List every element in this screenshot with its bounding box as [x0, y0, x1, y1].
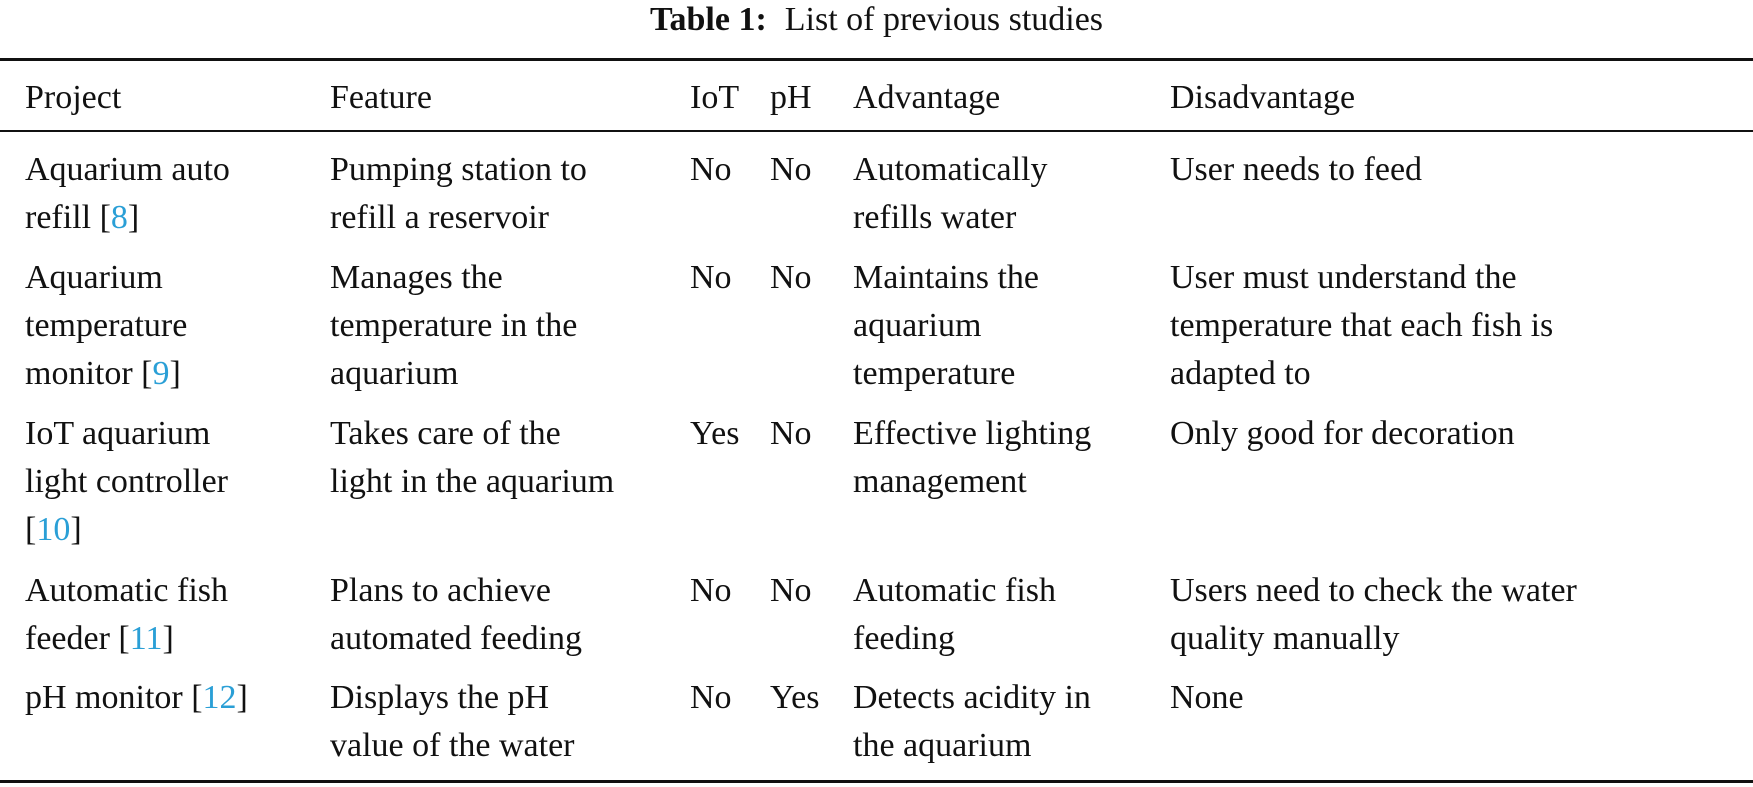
cell-project	[25, 146, 230, 242]
project-line-with-ref: pH monitor [12]	[25, 679, 248, 716]
cell-feature	[330, 674, 575, 770]
cell-feature	[330, 254, 577, 398]
disadvantage-line: Users need to check the water	[1170, 572, 1577, 609]
citation-link[interactable]: 10	[36, 511, 71, 548]
cell-advantage	[853, 410, 1091, 506]
header-ph: pH	[770, 79, 812, 116]
cell-ph: No	[770, 415, 812, 452]
disadvantage-line: None	[1170, 679, 1244, 716]
advantage-line: management	[853, 463, 1027, 500]
project-line-with-ref: [10]	[25, 511, 82, 548]
citation-link[interactable]: 8	[110, 199, 128, 236]
cell-iot: Yes	[690, 415, 740, 452]
cell-feature	[330, 146, 587, 242]
bottom-rule	[0, 780, 1753, 783]
cell-feature	[330, 410, 614, 506]
feature-line: value of the water	[330, 727, 575, 764]
project-line-text: refill	[25, 199, 100, 236]
cell-disadvantage	[1170, 674, 1244, 722]
feature-line: Takes care of the	[330, 415, 561, 452]
project-line: light controller	[25, 463, 229, 500]
project-line: temperature	[25, 307, 188, 344]
header-iot: IoT	[690, 79, 740, 116]
feature-line: Displays the pH	[330, 679, 550, 716]
header-advantage: Advantage	[853, 79, 1001, 116]
project-line-with-ref: feeder [11]	[25, 620, 174, 657]
cell-disadvantage	[1170, 254, 1553, 398]
advantage-line: Automatic fish	[853, 572, 1057, 609]
table-caption-label: Table 1:	[649, 1, 767, 38]
cell-project	[25, 674, 248, 722]
advantage-line: refills water	[853, 199, 1017, 236]
disadvantage-line: temperature that each fish is	[1170, 307, 1554, 344]
advantage-line: temperature	[853, 355, 1016, 392]
cell-iot: No	[690, 151, 732, 188]
advantage-line: aquarium	[853, 307, 982, 344]
cell-feature	[330, 567, 582, 663]
feature-line: automated feeding	[330, 620, 583, 657]
project-line: Aquarium	[25, 259, 163, 296]
header-disadvantage: Disadvantage	[1170, 79, 1356, 116]
feature-line: Pumping station to	[330, 151, 587, 188]
cell-iot: No	[690, 572, 732, 609]
advantage-line: feeding	[853, 620, 955, 657]
advantage-line: Detects acidity in	[853, 679, 1091, 716]
citation-link[interactable]: 9	[152, 355, 170, 392]
cell-iot: No	[690, 679, 732, 716]
table-caption-text: List of previous studies	[784, 1, 1104, 38]
cell-disadvantage	[1170, 410, 1515, 458]
cell-iot: No	[690, 259, 732, 296]
cell-project	[25, 410, 228, 554]
cell-disadvantage	[1170, 146, 1422, 194]
header-rule	[0, 130, 1753, 132]
feature-line: light in the aquarium	[330, 463, 615, 500]
cell-advantage	[853, 146, 1048, 242]
advantage-line: Effective lighting	[853, 415, 1092, 452]
cell-disadvantage	[1170, 567, 1577, 663]
feature-line: temperature in the	[330, 307, 578, 344]
table-caption	[0, 0, 1753, 44]
cell-advantage	[853, 674, 1091, 770]
project-line-text: monitor	[25, 355, 142, 392]
disadvantage-line: adapted to	[1170, 355, 1311, 392]
cell-ph: No	[770, 151, 812, 188]
project-line-with-ref: monitor [9]	[25, 355, 181, 392]
cell-advantage	[853, 254, 1039, 398]
disadvantage-line: quality manually	[1170, 620, 1400, 657]
project-line-text: pH monitor	[25, 679, 192, 716]
advantage-line: the aquarium	[853, 727, 1032, 764]
disadvantage-line: User must understand the	[1170, 259, 1517, 296]
cell-ph: No	[770, 259, 812, 296]
header-feature: Feature	[330, 79, 432, 116]
project-line-with-ref: refill [8]	[25, 199, 140, 236]
cell-advantage	[853, 567, 1056, 663]
cell-project	[25, 567, 228, 663]
top-rule	[0, 58, 1753, 61]
citation-link[interactable]: 12	[202, 679, 237, 716]
project-line-text: feeder	[25, 620, 119, 657]
citation-link[interactable]: 11	[129, 620, 163, 657]
cell-ph: Yes	[770, 679, 820, 716]
feature-line: Plans to achieve	[330, 572, 551, 609]
cell-ph: No	[770, 572, 812, 609]
project-line: Aquarium auto	[25, 151, 230, 188]
project-line: Automatic fish	[25, 572, 229, 609]
feature-line: refill a reservoir	[330, 199, 549, 236]
advantage-line: Automatically	[853, 151, 1048, 188]
feature-line: Manages the	[330, 259, 503, 296]
feature-line: aquarium	[330, 355, 459, 392]
project-line: IoT aquarium	[25, 415, 211, 452]
advantage-line: Maintains the	[853, 259, 1040, 296]
cell-project	[25, 254, 187, 398]
header-project: Project	[25, 79, 122, 116]
disadvantage-line: User needs to feed	[1170, 151, 1423, 188]
table-header-row	[0, 74, 1753, 122]
disadvantage-line: Only good for decoration	[1170, 415, 1515, 452]
